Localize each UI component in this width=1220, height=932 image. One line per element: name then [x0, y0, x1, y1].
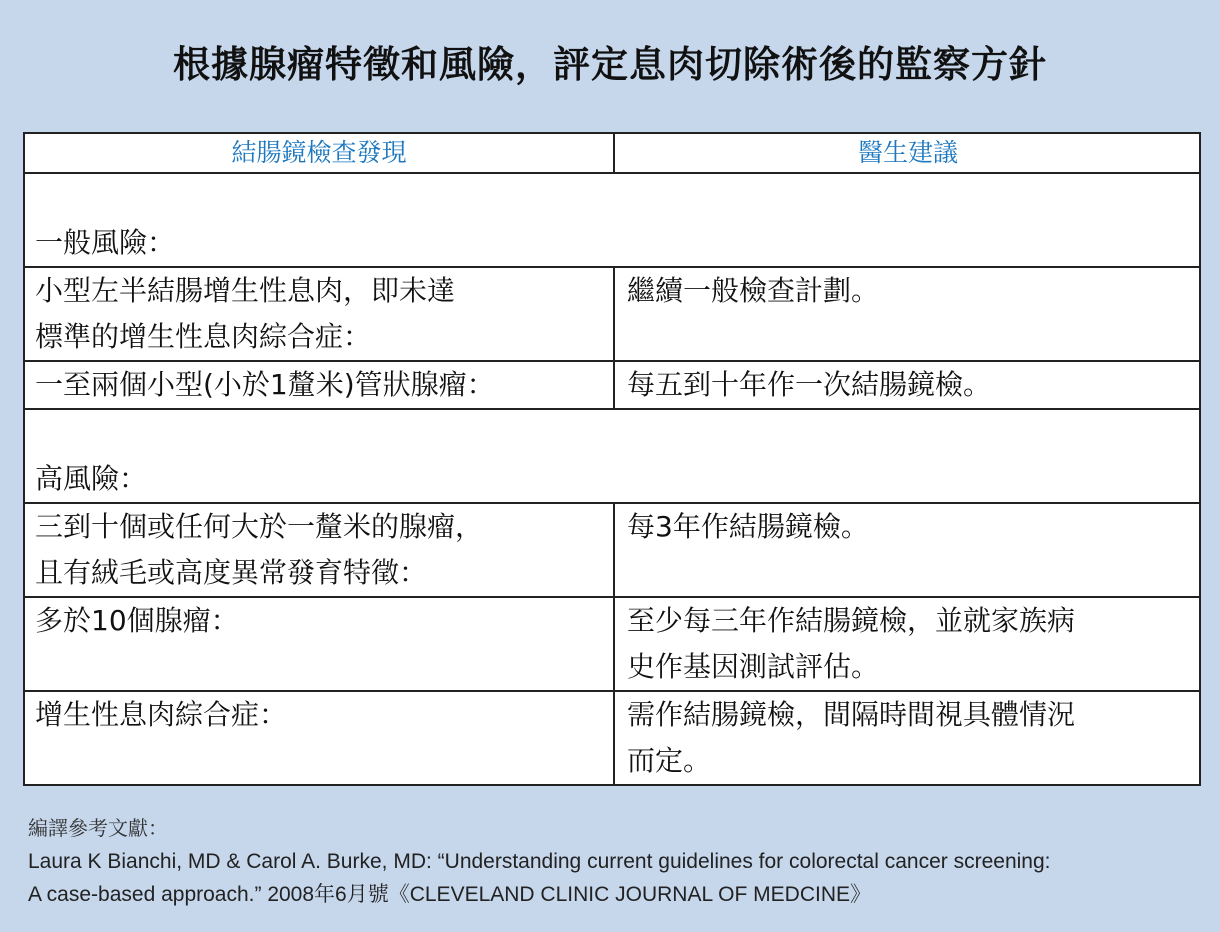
references-label: 編譯參考文獻：	[28, 818, 168, 840]
finding-cell: 小型左半結腸增生性息肉，即未達 標準的增生性息肉綜合症：	[25, 268, 615, 360]
advice-cell: 至少每三年作結腸鏡檢，並就家族病 史作基因測試評估。	[627, 604, 1076, 683]
section-label: 一般風險：	[35, 226, 176, 259]
finding-cell: 三到十個或任何大於一釐米的腺瘤， 且有絨毛或高度異常發育特徵：	[25, 504, 615, 596]
table-row	[25, 690, 1199, 784]
finding-cell: 多於10個腺瘤：	[25, 598, 615, 690]
table-row	[25, 266, 1199, 360]
finding-cell: 一至兩個小型(小於1釐米)管狀腺瘤：	[25, 362, 615, 408]
section-row-high-risk	[25, 408, 1199, 502]
references	[28, 813, 1198, 911]
table-row	[25, 502, 1199, 596]
table-row	[25, 360, 1199, 408]
page-title: 根據腺瘤特徵和風險，評定息肉切除術後的監察方針	[173, 43, 1047, 86]
header-findings: 結腸鏡檢查發現	[25, 134, 615, 172]
advice-cell: 需作結腸鏡檢，間隔時間視具體情況 而定。	[627, 698, 1076, 777]
advice-cell: 每五到十年作一次結腸鏡檢。	[627, 368, 992, 401]
section-row-general-risk	[25, 172, 1199, 266]
header-advice: 醫生建議	[857, 138, 958, 167]
section-label: 高風險：	[35, 462, 148, 495]
reference-line: A case-based approach.” 2008年6月號《CLEVELAND CLINIC JOURNAL OF MEDCINE》	[28, 883, 872, 906]
table-header-row	[25, 134, 1199, 172]
finding-cell: 增生性息肉綜合症：	[25, 692, 615, 784]
advice-cell: 繼續一般檢查計劃。	[627, 274, 880, 307]
reference-line: Laura K Bianchi, MD & Carol A. Burke, MD: “Understanding current guidelines for colorectal cancer screening:	[28, 850, 1051, 873]
guideline-table	[23, 132, 1201, 786]
table-row	[25, 596, 1199, 690]
advice-cell: 每3年作結腸鏡檢。	[627, 510, 869, 543]
